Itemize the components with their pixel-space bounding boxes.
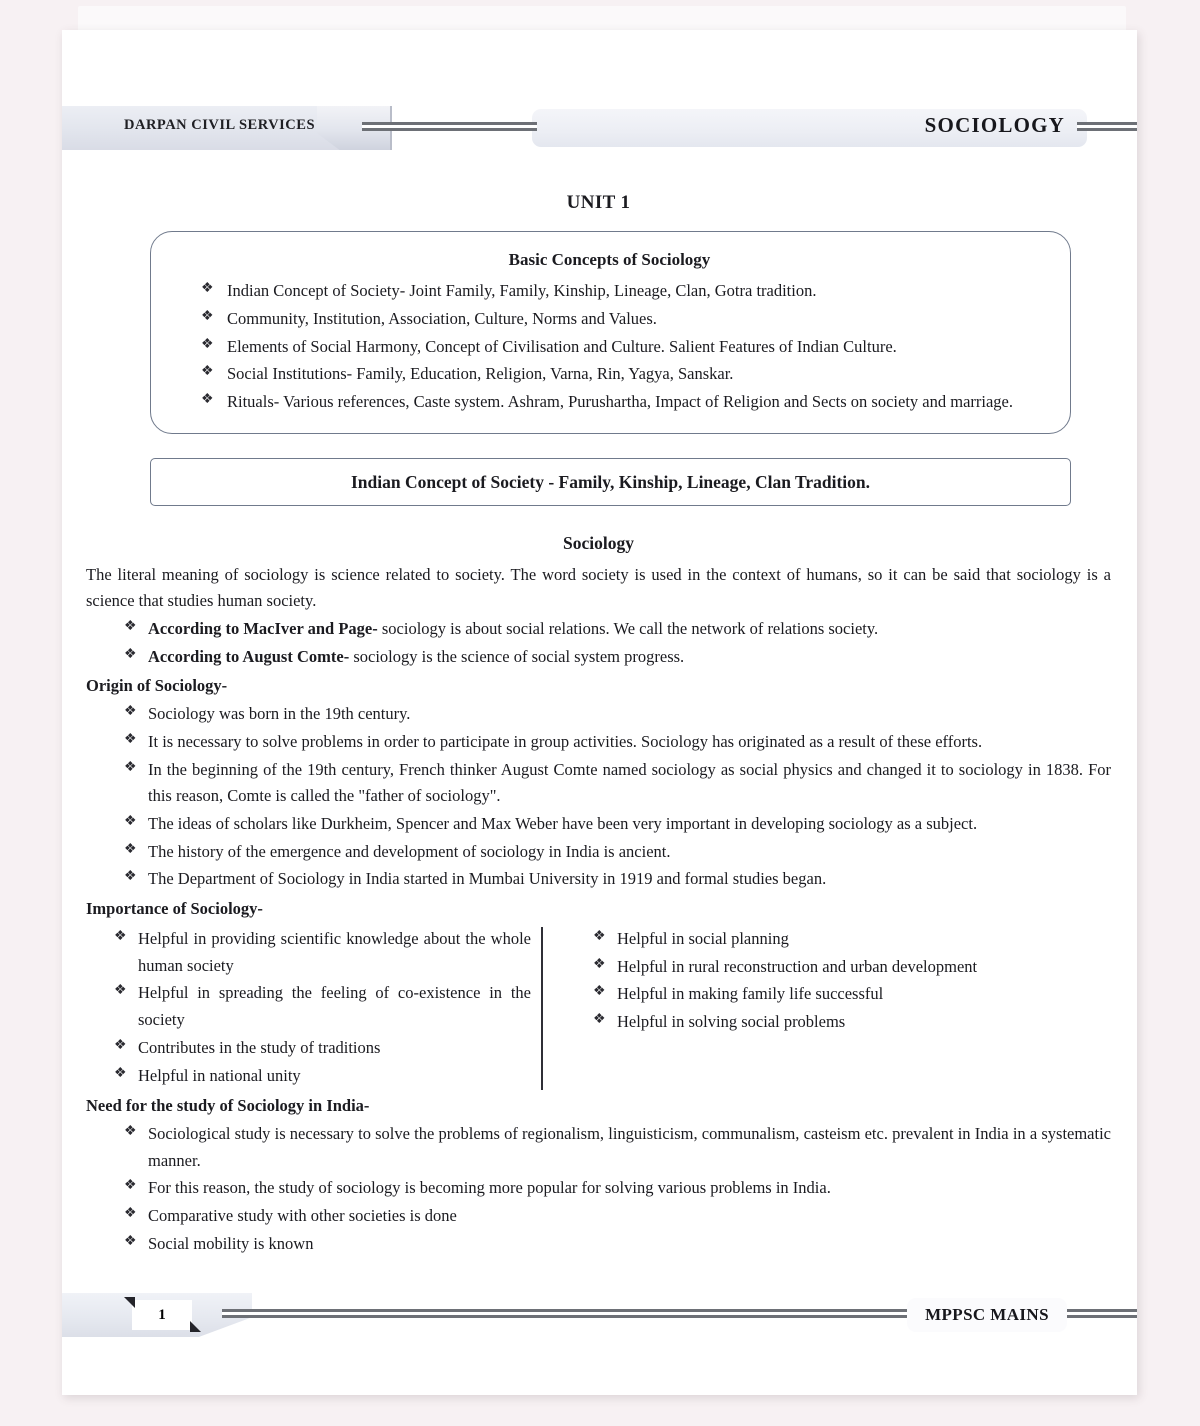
- list-item: [169, 306, 1050, 333]
- origin-list: [86, 701, 1111, 893]
- diamond-bullet-icon: ❖: [124, 1178, 137, 1194]
- diamond-bullet-icon: ❖: [124, 1123, 137, 1139]
- diamond-bullet-icon: ❖: [593, 956, 606, 972]
- page-number-box: [132, 1300, 192, 1330]
- sociology-definitions-list: [86, 616, 1111, 670]
- diamond-bullet-icon: ❖: [201, 281, 214, 297]
- list-item-text: Helpful in spreading the feeling of co-existence in the society: [138, 983, 531, 1030]
- list-item: [86, 616, 1111, 643]
- diamond-bullet-icon: ❖: [201, 364, 214, 380]
- list-item-text: Rituals- Various references, Caste system. Ashram, Purushartha, Impact of Religion and Sects on society and marriage.: [227, 392, 1013, 412]
- list-item: [86, 926, 531, 979]
- unit-title: UNIT 1: [566, 192, 631, 213]
- diamond-bullet-icon: ❖: [124, 1206, 137, 1222]
- footer-double-rule-left: [222, 1309, 922, 1321]
- list-item: [86, 1203, 1111, 1230]
- diamond-bullet-icon: ❖: [201, 392, 214, 408]
- diamond-bullet-icon: ❖: [201, 336, 214, 352]
- diamond-bullet-icon: ❖: [124, 759, 137, 775]
- list-item-text: Social mobility is known: [148, 1233, 314, 1253]
- list-item: [86, 839, 1111, 866]
- list-item: [565, 981, 985, 1008]
- list-item: [86, 644, 1111, 671]
- sociology-heading: Sociology: [563, 533, 634, 554]
- importance-two-column-block: [86, 925, 1111, 1090]
- list-item-text: Community, Institution, Association, Culture, Norms and Values.: [227, 309, 657, 329]
- list-item: [86, 811, 1111, 838]
- page-content: [62, 158, 1137, 1259]
- importance-right-column: [565, 925, 985, 1090]
- list-item-text: Indian Concept of Society- Joint Family, Family, Kinship, Lineage, Clan, Gotra tradition.: [227, 281, 817, 301]
- list-item-text: In the beginning of the 19th century, French thinker August Comte named sociology as social physics and changed it to sociology in 1838. For this reason, Comte is called the "father of sociology".: [148, 759, 1111, 806]
- list-item-text: For this reason, the study of sociology is becoming more popular for solving various problems in India.: [148, 1178, 831, 1198]
- corner-triangle-top-left-icon: [124, 1297, 135, 1308]
- page-header: [62, 106, 1137, 150]
- list-item: [169, 278, 1050, 305]
- definition-text: sociology is the science of social system progress.: [349, 646, 685, 666]
- diamond-bullet-icon: ❖: [124, 704, 137, 720]
- list-item: [86, 729, 1111, 756]
- diamond-bullet-icon: ❖: [593, 1012, 606, 1028]
- list-item-text: Helpful in making family life successful: [617, 984, 884, 1004]
- syllabus-box: [150, 231, 1071, 434]
- column-divider: [541, 927, 543, 1090]
- need-list: [86, 1121, 1111, 1258]
- header-brand-label: DARPAN CIVIL SERVICES: [124, 117, 316, 133]
- diamond-bullet-icon: ❖: [593, 928, 606, 944]
- header-double-rule-left: [362, 122, 537, 134]
- diamond-bullet-icon: ❖: [124, 869, 137, 885]
- list-item: [86, 701, 1111, 728]
- diamond-bullet-icon: ❖: [124, 814, 137, 830]
- syllabus-box-title: Basic Concepts of Sociology: [508, 249, 711, 269]
- list-item: [169, 389, 1050, 416]
- list-item-text: Elements of Social Harmony, Concept of Civilisation and Culture. Salient Features of Indian Culture.: [227, 336, 897, 356]
- list-item-text: The history of the emergence and development of sociology in India is ancient.: [148, 841, 671, 861]
- syllabus-list: [169, 278, 1050, 416]
- diamond-bullet-icon: ❖: [124, 731, 137, 747]
- diamond-bullet-icon: ❖: [124, 619, 137, 635]
- list-item: [86, 980, 531, 1033]
- list-item-text: Helpful in rural reconstruction and urban development: [617, 956, 978, 976]
- importance-heading: Importance of Sociology-: [86, 899, 263, 919]
- list-item: [86, 1231, 1111, 1258]
- header-subject-label: SOCIOLOGY: [924, 113, 1065, 137]
- footer-exam-label: MPPSC MAINS: [907, 1298, 1067, 1332]
- list-item: [86, 1121, 1111, 1174]
- importance-left-column: [86, 925, 541, 1090]
- diamond-bullet-icon: ❖: [114, 1037, 127, 1053]
- need-heading: Need for the study of Sociology in India-: [86, 1096, 370, 1116]
- list-item: [86, 1035, 531, 1062]
- list-item-text: Helpful in national unity: [138, 1065, 301, 1085]
- list-item: [169, 334, 1050, 361]
- definition-source: According to August Comte-: [148, 646, 350, 666]
- list-item: [565, 954, 985, 981]
- list-item-text: Helpful in solving social problems: [617, 1012, 846, 1032]
- diamond-bullet-icon: ❖: [114, 1065, 127, 1081]
- importance-right-list: [565, 926, 985, 1036]
- list-item: [565, 926, 985, 953]
- list-item: [86, 1063, 531, 1090]
- definition-source: According to MacIver and Page-: [148, 619, 378, 639]
- document-page: [62, 30, 1137, 1395]
- diamond-bullet-icon: ❖: [593, 984, 606, 1000]
- diamond-bullet-icon: ❖: [114, 928, 127, 944]
- list-item-text: Sociological study is necessary to solve the problems of regionalism, linguisticism, communalism, casteism etc. prevalent in India in a systematic manner.: [148, 1123, 1111, 1170]
- diamond-bullet-icon: ❖: [114, 983, 127, 999]
- list-item-text: The ideas of scholars like Durkheim, Spencer and Max Weber have been very important in developing sociology as a subject.: [148, 814, 978, 834]
- list-item-text: Social Institutions- Family, Education, Religion, Varna, Rin, Yagya, Sanskar.: [227, 364, 734, 384]
- topic-title-bar: Indian Concept of Society - Family, Kinship, Lineage, Clan Tradition.: [150, 458, 1071, 506]
- list-item-text: Comparative study with other societies is done: [148, 1206, 457, 1226]
- footer-double-rule-right: [1062, 1309, 1137, 1321]
- importance-left-list: [86, 926, 531, 1089]
- diamond-bullet-icon: ❖: [124, 646, 137, 662]
- list-item-text: Sociology was born in the 19th century.: [148, 704, 411, 724]
- list-item-text: The Department of Sociology in India started in Mumbai University in 1919 and formal studies began.: [148, 869, 827, 889]
- page-number-text: 1: [158, 1306, 166, 1323]
- origin-heading: Origin of Sociology-: [86, 676, 228, 696]
- page-footer: [62, 1293, 1137, 1337]
- list-item-text: Helpful in social planning: [617, 928, 789, 948]
- diamond-bullet-icon: ❖: [124, 1233, 137, 1249]
- list-item-text: It is necessary to solve problems in order to participate in group activities. Sociology has originated as a result of these efforts.: [148, 731, 983, 751]
- corner-triangle-bottom-right-icon: [190, 1321, 201, 1332]
- list-item: [86, 1175, 1111, 1202]
- list-item-text: Helpful in providing scientific knowledge about the whole human society: [138, 928, 531, 975]
- list-item-text: Contributes in the study of traditions: [138, 1037, 381, 1057]
- list-item: [565, 1009, 985, 1036]
- list-item: [86, 757, 1111, 810]
- header-double-rule-right: [1077, 122, 1137, 134]
- sociology-paragraph: The literal meaning of sociology is science related to society. The word society is used in the context of humans, so it can be said that sociology is a science that studies human society.: [86, 564, 1111, 611]
- list-item: [169, 361, 1050, 388]
- list-item: [86, 866, 1111, 893]
- diamond-bullet-icon: ❖: [124, 841, 137, 857]
- diamond-bullet-icon: ❖: [201, 309, 214, 325]
- definition-text: sociology is about social relations. We call the network of relations society.: [377, 619, 879, 639]
